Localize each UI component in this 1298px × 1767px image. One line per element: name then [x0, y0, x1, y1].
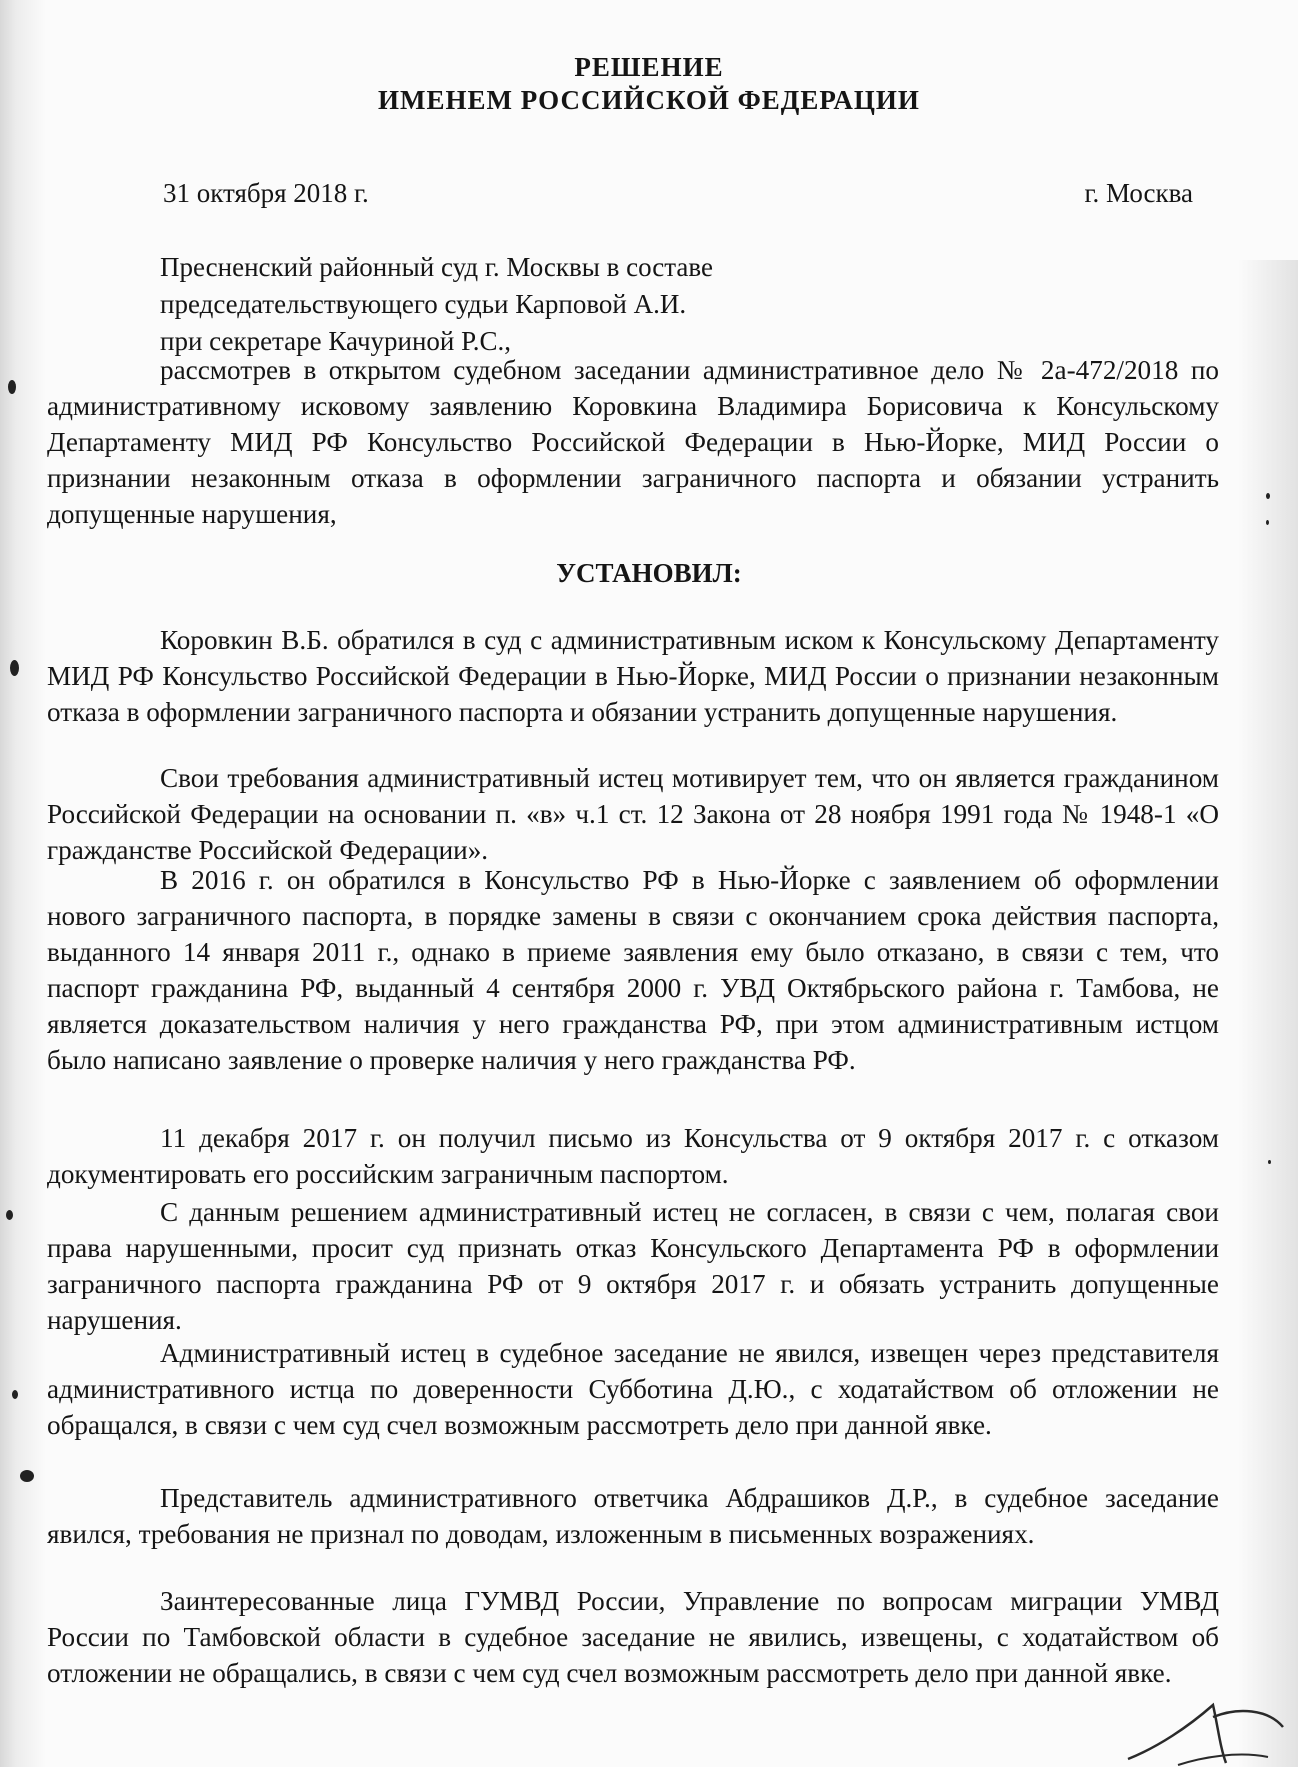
court-composition-line-3: при секретаре Качуриной Р.С., — [160, 326, 512, 356]
decision-city: г. Москва — [1084, 178, 1193, 208]
decision-date: 31 октября 2018 г. — [163, 178, 369, 208]
paragraph: Свои требования административный истец мотивирует тем, что он является гражданином Российской Федерации на основании п. «в» ч.1 ст. 12 Закона от 28 ноября 1991 года № 1948-1 «О гражданстве Российской Федерации». — [47, 763, 1219, 865]
signature-mark — [1118, 1687, 1288, 1767]
document-subtitle: ИМЕНЕМ РОССИЙСКОЙ ФЕДЕРАЦИИ — [378, 85, 920, 115]
document-title: РЕШЕНИЕ — [574, 52, 724, 82]
paragraph: В 2016 г. он обратился в Консульство РФ в Нью-Йорке с заявлением об оформлении нового заграничного паспорта, в порядке замены в связи с окончанием срока действия паспорта, выданного 14 января 2011 г., однако в приеме заявления ему было отказано, в связи с тем, что паспорт гражданина РФ, выданный 4 сентября 2000 г. УВД Октябрьского района г. Тамбова, не является доказательством наличия у него гражданства РФ, при этом административным истцом было написано заявление о проверке наличия у него гражданства РФ. — [47, 865, 1219, 1075]
scan-edge-right — [1238, 260, 1298, 1767]
paragraph: С данным решением административный истец не согласен, в связи с чем, полагая свои права нарушенными, просит суд признать отказ Консульского Департамента РФ в оформлении заграничного паспорта гражданина РФ от 9 октября 2017 г. и обязать устранить допущенные нарушения. — [47, 1197, 1219, 1335]
court-composition-line-2: председательствующего судьи Карповой А.И. — [160, 289, 687, 319]
paragraph: Представитель административного ответчика Абдрашиков Д.Р., в судебное заседание явился, требования не признал по доводам, изложенным в письменных возражениях. — [47, 1483, 1219, 1549]
paragraph: Административный истец в судебное заседание не явился, извещен через представителя административного истца по доверенности Субботина Д.Ю., с ходатайством об отложении не обращался, в связи с чем суд счел возможным рассмотреть дело при данной явке. — [47, 1338, 1219, 1440]
paragraph: Коровкин В.Б. обратился в суд с административным иском к Консульскому Департаменту МИД РФ Консульство Российской Федерации в Нью-Йорке, МИД России о признании незаконным отказа в оформлении заграничного паспорта и обязании устранить допущенные нарушения. — [47, 625, 1219, 727]
paragraph: Заинтересованные лица ГУМВД России, Управление по вопросам миграции УМВД России по Тамбовской области в судебное заседание не явились, извещены, с ходатайством об отложении не обращались, в связи с чем суд счел возможным рассмотреть дело при данной явке. — [47, 1586, 1219, 1688]
considering-paragraph: рассмотрев в открытом судебном заседании административное дело № 2а-472/2018 по административному исковому заявлению Коровкина Владимира Борисовича к Консульскому Департаменту МИД РФ Консульство Российской Федерации в Нью-Йорке, МИД России о признании незаконным отказа в оформлении заграничного паспорта и обязании устранить допущенные нарушения, — [47, 355, 1219, 529]
court-composition-line-1: Пресненский районный суд г. Москвы в составе — [160, 252, 713, 282]
section-heading-established: УСТАНОВИЛ: — [556, 558, 742, 588]
scan-edge-left — [0, 0, 46, 1767]
paragraph: 11 декабря 2017 г. он получил письмо из Консульства от 9 октября 2017 г. с отказом документировать его российским заграничным паспортом. — [47, 1123, 1219, 1189]
